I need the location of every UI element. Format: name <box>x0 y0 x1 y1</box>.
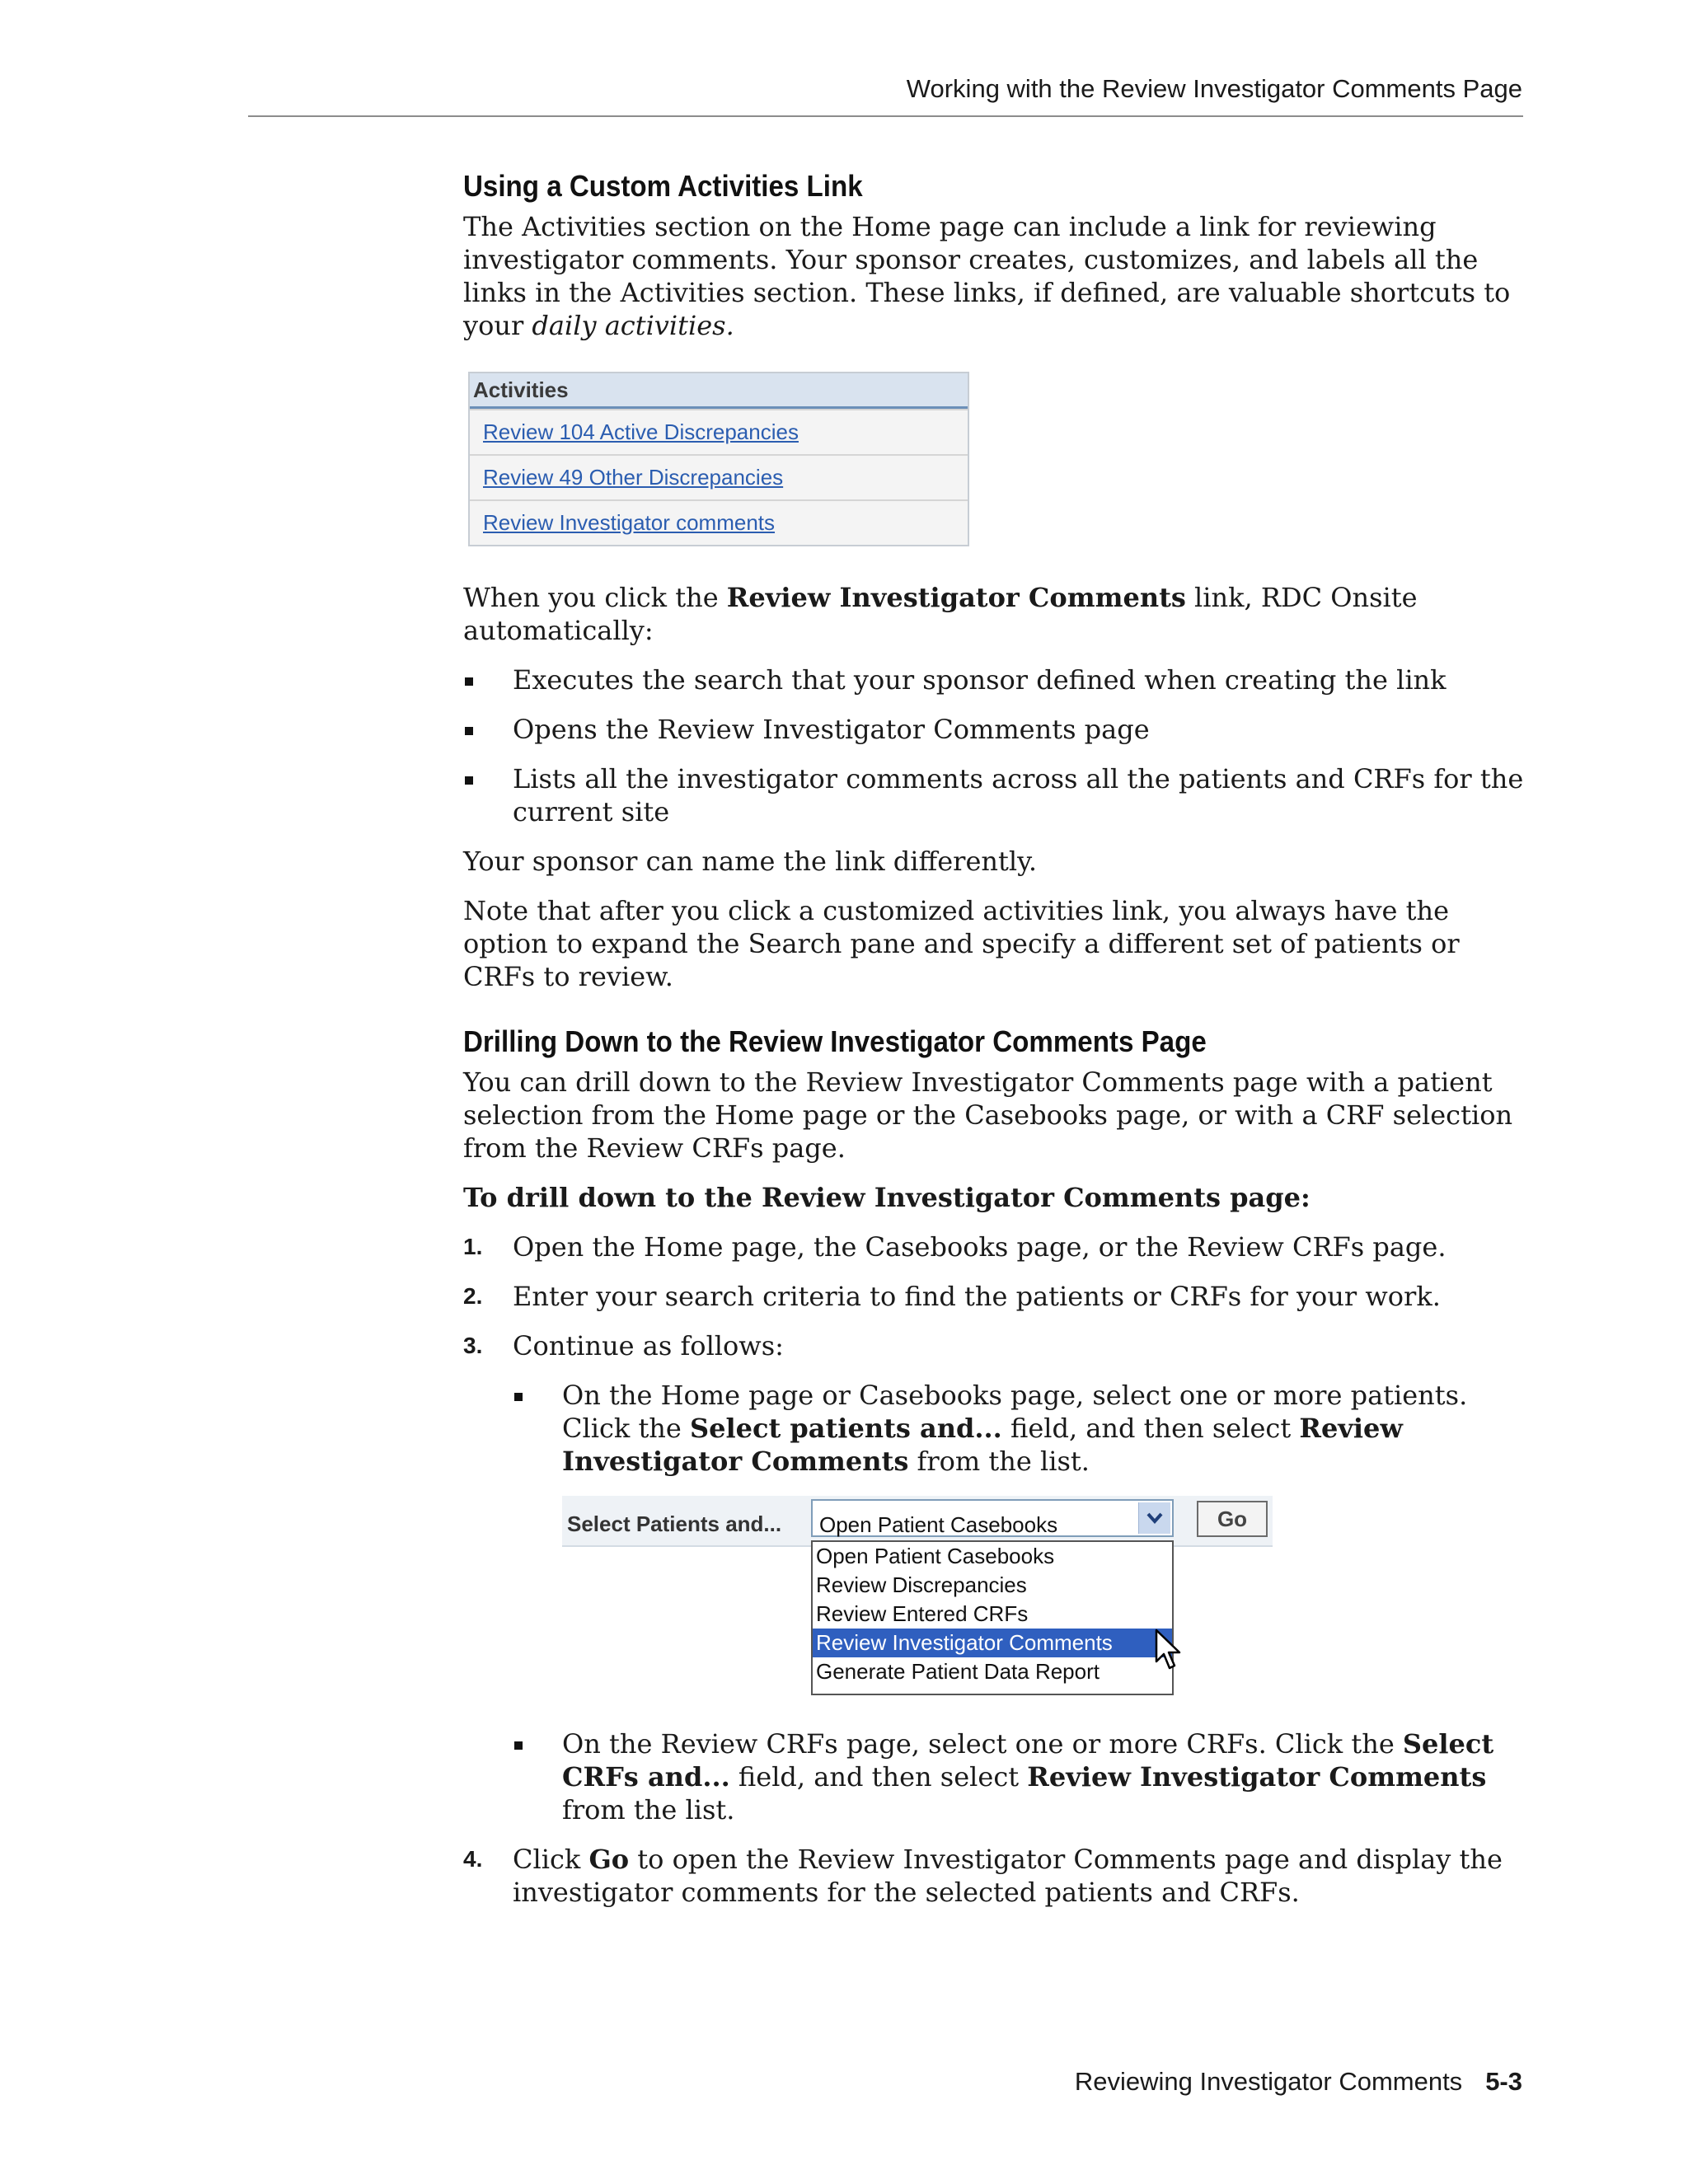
dropdown-option[interactable]: Generate Patient Data Report <box>816 1659 1100 1684</box>
activity-link-other-discrepancies[interactable]: Review 49 Other Discrepancies <box>483 465 784 490</box>
sponsor-paragraph: Your sponsor can name the link differently. <box>463 846 1038 877</box>
running-header: Working with the Review Investigator Comments Page <box>906 74 1522 103</box>
section-heading-drilling-down: Drilling Down to the Review Investigator Comments Page <box>463 1024 1207 1058</box>
note-paragraph: Note that after you click a customized activities link, you always have the option to expand the Search pane and specify a different set of patients or CRFs to review. <box>463 895 1460 992</box>
step-2: 2. Enter your search criteria to find the patients or CRFs for your work. <box>463 1281 1441 1312</box>
selected-value: Open Patient Casebooks <box>819 1512 1058 1537</box>
footer-chapter: Reviewing Investigator Comments <box>1074 2067 1463 2096</box>
activity-link-active-discrepancies[interactable]: Review 104 Active Discrepancies <box>483 419 799 444</box>
auto-actions-list <box>463 663 1526 828</box>
page-footer <box>1075 2067 1522 2097</box>
activity-row <box>470 499 968 545</box>
bullet-square-icon <box>514 1741 523 1750</box>
dropdown-options-list <box>811 1540 1174 1695</box>
step-1: 1. Open the Home page, the Casebooks page, or the Review CRFs page. <box>463 1231 1447 1263</box>
mouse-pointer-icon <box>1155 1629 1183 1671</box>
activity-row <box>470 454 968 499</box>
page-content <box>463 169 1526 1925</box>
bullet-square-icon <box>465 677 473 686</box>
section-heading-custom-activities: Using a Custom Activities Link <box>463 169 863 203</box>
dropdown-option[interactable]: Review Discrepancies <box>816 1572 1027 1597</box>
activities-title: Activities <box>470 373 968 409</box>
bullet-square-icon <box>465 727 473 735</box>
step-3: 3. Continue as follows: On the Home page or Casebooks page, select one or more patients. Click the Select patients and... field, and then select Review Investigator Comments from the list. Select Patients and... Open Patient Casebooks Go Open Patient Casebooks Review Discrepancies Review Entered CRFs Review Investigator Comments Generate Patient Data Report On the Review CRFs page, select one or more CRFs. Click the Select CRFs and... field, and then select Review Investigator Comments from the list. <box>463 1329 1526 1826</box>
activity-link-investigator-comments[interactable]: Review Investigator comments <box>483 510 776 535</box>
procedure-title: To drill down to the Review Investigator Comments page: <box>463 1182 1311 1213</box>
list-item: On the Home page or Casebooks page, select one or more patients. Click the Select patients and... field, and then select Review Investigator Comments from the list. Select Patients and... Open Patient Casebooks Go Open Patient Casebooks Review Discrepancies Review Entered CRFs Review Investigator Comments Generate Patient Data Report <box>513 1379 1526 1698</box>
list-item: Opens the Review Investigator Comments page <box>463 713 1526 746</box>
dropdown-option-highlighted[interactable]: Review Investigator Comments <box>813 1629 1172 1657</box>
list-item: Executes the search that your sponsor defined when creating the link <box>463 663 1526 696</box>
dropdown-option[interactable]: Review Entered CRFs <box>816 1601 1029 1626</box>
bullet-square-icon <box>465 776 473 785</box>
drill-paragraph: You can drill down to the Review Investigator Comments page with a patient selection from the Home page or the Casebooks page, or with a CRF selection from the Review CRFs page. <box>463 1066 1513 1164</box>
list-item: Lists all the investigator comments across all the patients and CRFs for the current site <box>463 762 1526 828</box>
go-button[interactable]: Go <box>1197 1501 1268 1537</box>
select-patients-widget <box>562 1496 1526 1698</box>
bullet-square-icon <box>514 1393 523 1401</box>
activities-panel <box>468 372 969 546</box>
list-item: On the Review CRFs page, select one or more CRFs. Click the Select CRFs and... field, and then select Review Investigator Comments from the list. <box>513 1727 1526 1826</box>
step-3-sublist <box>513 1379 1526 1826</box>
intro-paragraph: The Activities section on the Home page can include a link for reviewing investigator comments. Your sponsor creates, customizes, and labels all the links in the Activities section. These links, if defined, are valuable shortcuts to your daily activities. <box>463 211 1511 341</box>
page-number: 5-3 <box>1485 2067 1522 2096</box>
chevron-down-icon[interactable] <box>1138 1502 1170 1534</box>
click-paragraph: When you click the Review Investigator Comments link, RDC Onsite automatically: <box>463 582 1418 646</box>
step-4: 4. Click Go to open the Review Investigator Comments page and display the investigator comments for the selected patients and CRFs. <box>463 1844 1503 1908</box>
select-label: Select Patients and... <box>567 1511 782 1536</box>
select-patients-dropdown[interactable] <box>811 1499 1174 1537</box>
header-rule <box>248 115 1523 117</box>
dropdown-option[interactable]: Open Patient Casebooks <box>816 1544 1055 1568</box>
procedure-steps <box>463 1230 1526 1909</box>
activity-row <box>470 409 968 454</box>
